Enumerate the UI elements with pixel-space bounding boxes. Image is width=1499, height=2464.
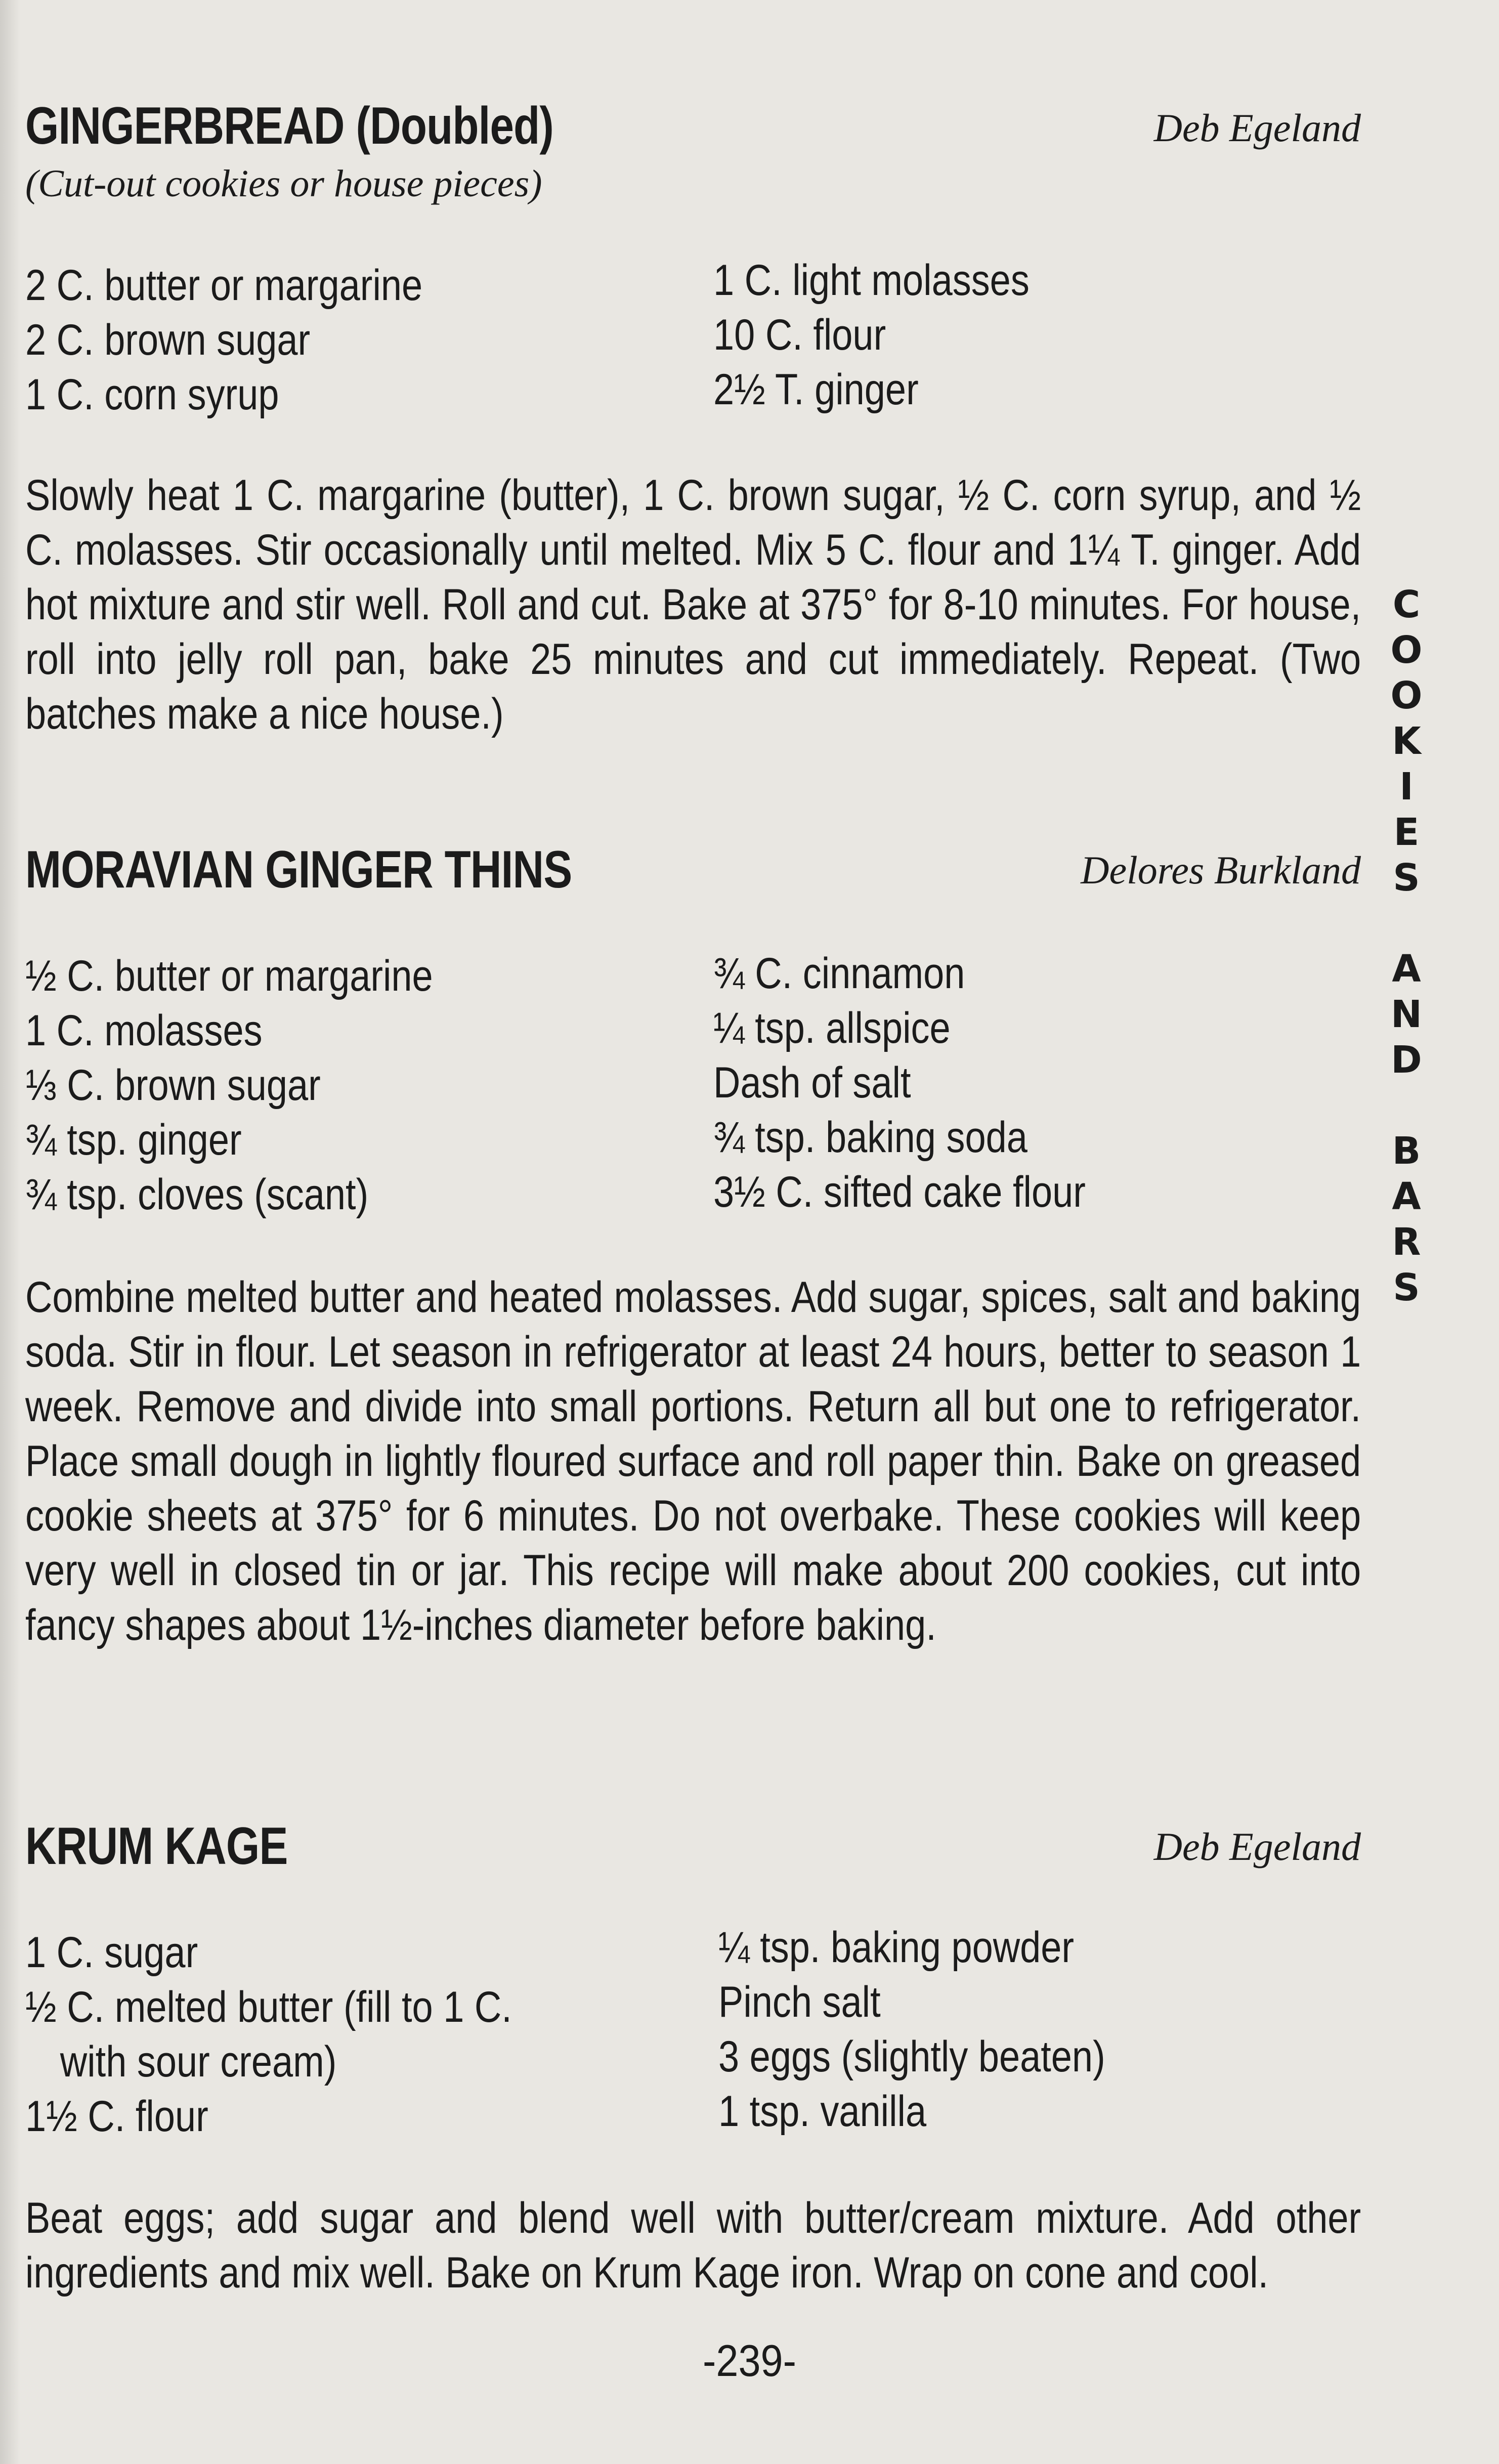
side-tab-letter: N — [1391, 993, 1422, 1036]
ingredients-left — [25, 258, 487, 422]
ingredients-right — [713, 253, 1081, 417]
side-tab-letter: B — [1392, 1129, 1421, 1173]
ingredient: with sour cream) — [60, 2037, 337, 2086]
ingredient: 1 tsp. vanilla — [718, 2087, 927, 2136]
recipe-krum-kage — [25, 1816, 1361, 2297]
ingredient: ¾ tsp. baking soda — [713, 1113, 1027, 1162]
ingredient: 2 C. butter or margarine — [25, 261, 423, 310]
recipe-method: Beat eggs; add sugar and blend well with butter/cream mixture. Add other ingredients and mix well. Bake on Krum Kage iron. Wrap on cone and cool. — [25, 2194, 1361, 2297]
ingredient: ½ C. butter or margarine — [25, 952, 433, 1000]
side-tab-letter: S — [1393, 1266, 1420, 1309]
recipe-moravian-ginger-thins — [25, 840, 1361, 1740]
recipe-author: Deb Egeland — [1153, 106, 1361, 150]
ingredient: 2½ T. ginger — [713, 365, 919, 414]
side-tab-letter: A — [1392, 947, 1421, 991]
side-tab-letter: S — [1393, 856, 1420, 900]
ingredient: 10 C. flour — [713, 311, 886, 359]
ingredient: ¾ tsp. ginger — [25, 1116, 242, 1164]
side-tab-letter: K — [1392, 719, 1421, 763]
side-tab-gap — [1384, 901, 1429, 946]
ingredient: 1 C. light molasses — [713, 256, 1030, 305]
recipe-author: Delores Burkland — [1081, 848, 1361, 892]
side-tab-letter: I — [1399, 765, 1414, 809]
ingredient: Pinch salt — [718, 1978, 881, 2026]
ingredient: Dash of salt — [713, 1058, 911, 1107]
ingredients-left — [25, 1925, 591, 2144]
ingredient: ½ C. melted butter (fill to 1 C. — [25, 1983, 512, 2031]
ingredients-right — [713, 946, 1146, 1219]
ingredient: 3½ C. sifted cake flour — [713, 1168, 1086, 1216]
ingredient: ¾ C. cinnamon — [713, 949, 965, 998]
recipe-method: Slowly heat 1 C. margarine (butter), 1 C. brown sugar, ½ C. corn syrup, and ½ C. molasses. Stir occasionally until melted. Mix 5 C. flour and 1¼ T. ginger. Add hot mixture and stir well. Roll and cut. Bake at 375° for 8-10 minutes. For house, roll into jelly roll pan, bake 25 minutes and cut immediately. Repeat. (Two batches make a nice house.) — [25, 471, 1361, 738]
ingredient: ⅓ C. brown sugar — [25, 1061, 321, 1110]
ingredient: 2 C. brown sugar — [25, 316, 311, 364]
side-tab-letter: D — [1391, 1038, 1422, 1082]
ingredient: ¼ tsp. allspice — [713, 1004, 951, 1052]
side-tab-letter: R — [1392, 1220, 1421, 1264]
section-tab-cookies-and-bars — [1384, 582, 1429, 1310]
ingredient: 1 C. molasses — [25, 1006, 263, 1055]
recipe-method: Combine melted butter and heated molasses. Add sugar, spices, salt and baking soda. Stir in flour. Let season in refrigerator at least 24 hours, better to season 1 week. Remove and divide into small portions. Return all but one to refrigerator. Place small dough in lightly floured surface and roll paper thin. Bake on greased cookie sheets at 375° for 6 minutes. Do not overbake. These cookies will keep very well in closed tin or jar. This recipe will make about 200 cookies, cut into fancy shapes about 1½-inches diameter before baking. — [25, 1273, 1361, 1649]
ingredient: ¾ tsp. cloves (scant) — [25, 1170, 369, 1219]
ingredient: ¼ tsp. baking powder — [718, 1923, 1075, 1972]
recipe-title: KRUM KAGE — [25, 1817, 288, 1876]
side-tab-gap — [1384, 1083, 1429, 1128]
page-gutter-shadow — [0, 0, 20, 2464]
ingredient: 1 C. corn syrup — [25, 370, 279, 419]
ingredient: 1 C. sugar — [25, 1928, 198, 1977]
ingredients-left — [25, 949, 499, 1222]
recipe-gingerbread — [25, 96, 1361, 764]
recipe-author: Deb Egeland — [1153, 1824, 1361, 1868]
recipe-title: MORAVIAN GINGER THINS — [25, 840, 572, 899]
side-tab-letter: E — [1393, 811, 1420, 854]
ingredients-right — [718, 1920, 1168, 2139]
side-tab-letter: A — [1392, 1175, 1421, 1218]
side-tab-letter: O — [1390, 628, 1423, 672]
ingredient: 3 eggs (slightly beaten) — [718, 2032, 1105, 2081]
page-number: -239- — [703, 2335, 796, 2386]
recipe-title: GINGERBREAD (Doubled) — [25, 97, 554, 155]
side-tab-letter: O — [1390, 674, 1423, 717]
side-tab-letter: C — [1392, 583, 1421, 626]
ingredient: 1½ C. flour — [25, 2092, 208, 2141]
recipe-subtitle: (Cut-out cookies or house pieces) — [25, 162, 542, 205]
